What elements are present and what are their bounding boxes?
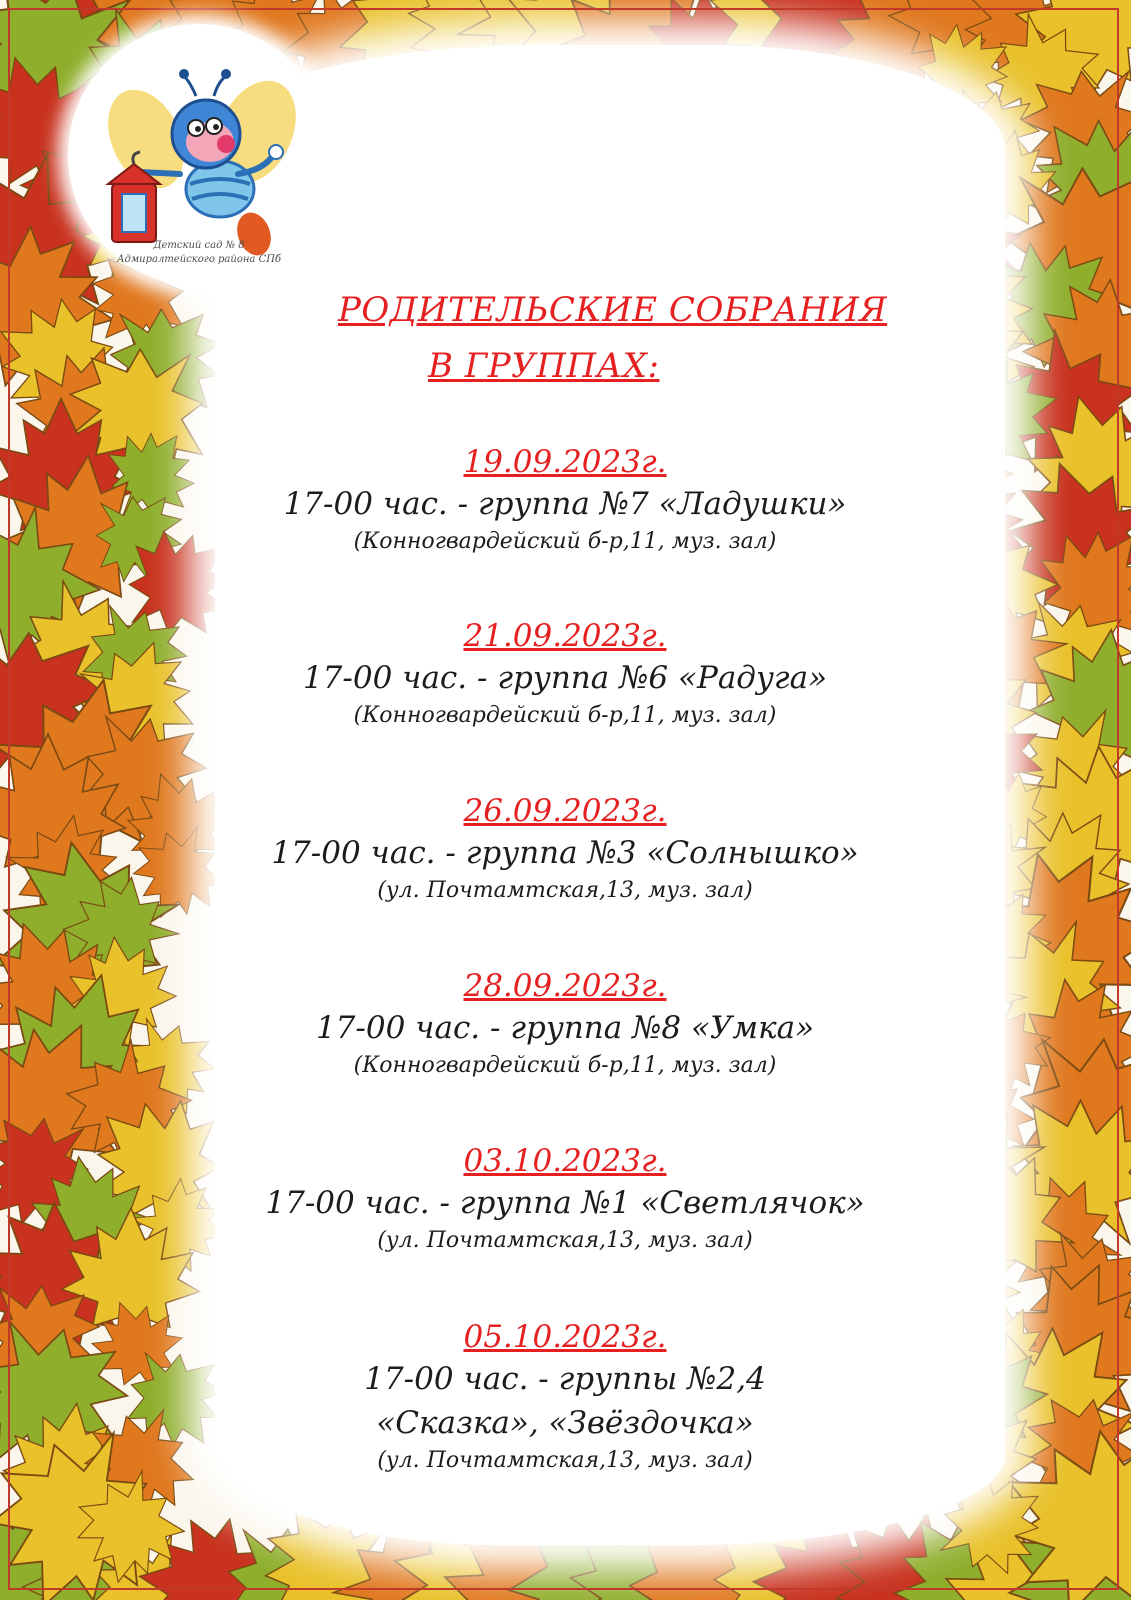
meeting-location: (ул. Почтамтская,13, муз. зал) bbox=[377, 1228, 753, 1253]
meeting-time-group: 17-00 час. - группа №8 «Умка» bbox=[315, 1010, 815, 1046]
meeting-location: (ул. Почтамтская,13, муз. зал) bbox=[377, 1448, 753, 1473]
page-title-line2: В ГРУППАХ: bbox=[428, 346, 660, 386]
meeting-group-names: «Сказка», «Звёздочка» bbox=[376, 1405, 754, 1441]
kindergarten-logo bbox=[68, 24, 330, 286]
meeting-date: 21.09.2023г. bbox=[463, 618, 667, 654]
meeting-date: 28.09.2023г. bbox=[463, 968, 667, 1004]
meeting-location: (ул. Почтамтская,13, муз. зал) bbox=[377, 878, 753, 903]
meeting-date: 03.10.2023г. bbox=[463, 1143, 667, 1179]
meeting-date: 26.09.2023г. bbox=[463, 793, 667, 829]
meeting-item bbox=[200, 1142, 930, 1256]
meeting-item bbox=[200, 792, 930, 906]
meeting-item bbox=[200, 1318, 930, 1476]
meeting-time-group: 17-00 час. - группа №1 «Светлячок» bbox=[265, 1185, 865, 1221]
meeting-date: 05.10.2023г. bbox=[463, 1319, 667, 1355]
meeting-item bbox=[200, 617, 930, 731]
logo-caption-line1: Детский сад № 8 bbox=[153, 240, 245, 251]
meeting-time-group: 17-00 час. - группа №7 «Ладушки» bbox=[283, 486, 847, 522]
meeting-item bbox=[200, 967, 930, 1081]
page-title-line1: РОДИТЕЛЬСКИЕ СОБРАНИЯ bbox=[338, 290, 888, 330]
meeting-location: (Конногвардейский б-р,11, муз. зал) bbox=[353, 703, 777, 728]
meeting-location: (Конногвардейский б-р,11, муз. зал) bbox=[353, 1053, 777, 1078]
logo-caption-line2: Адмиралтейского района СПб bbox=[116, 254, 282, 265]
meeting-item bbox=[200, 443, 930, 557]
meeting-time-group: 17-00 час. - группа №6 «Радуга» bbox=[302, 660, 828, 696]
meeting-date: 19.09.2023г. bbox=[463, 444, 667, 480]
meeting-time-group: 17-00 час. - группа №3 «Солнышко» bbox=[271, 835, 859, 871]
meeting-location: (Конногвардейский б-р,11, муз. зал) bbox=[353, 529, 777, 554]
meeting-time-group: 17-00 час. - группы №2,4 bbox=[364, 1361, 766, 1397]
